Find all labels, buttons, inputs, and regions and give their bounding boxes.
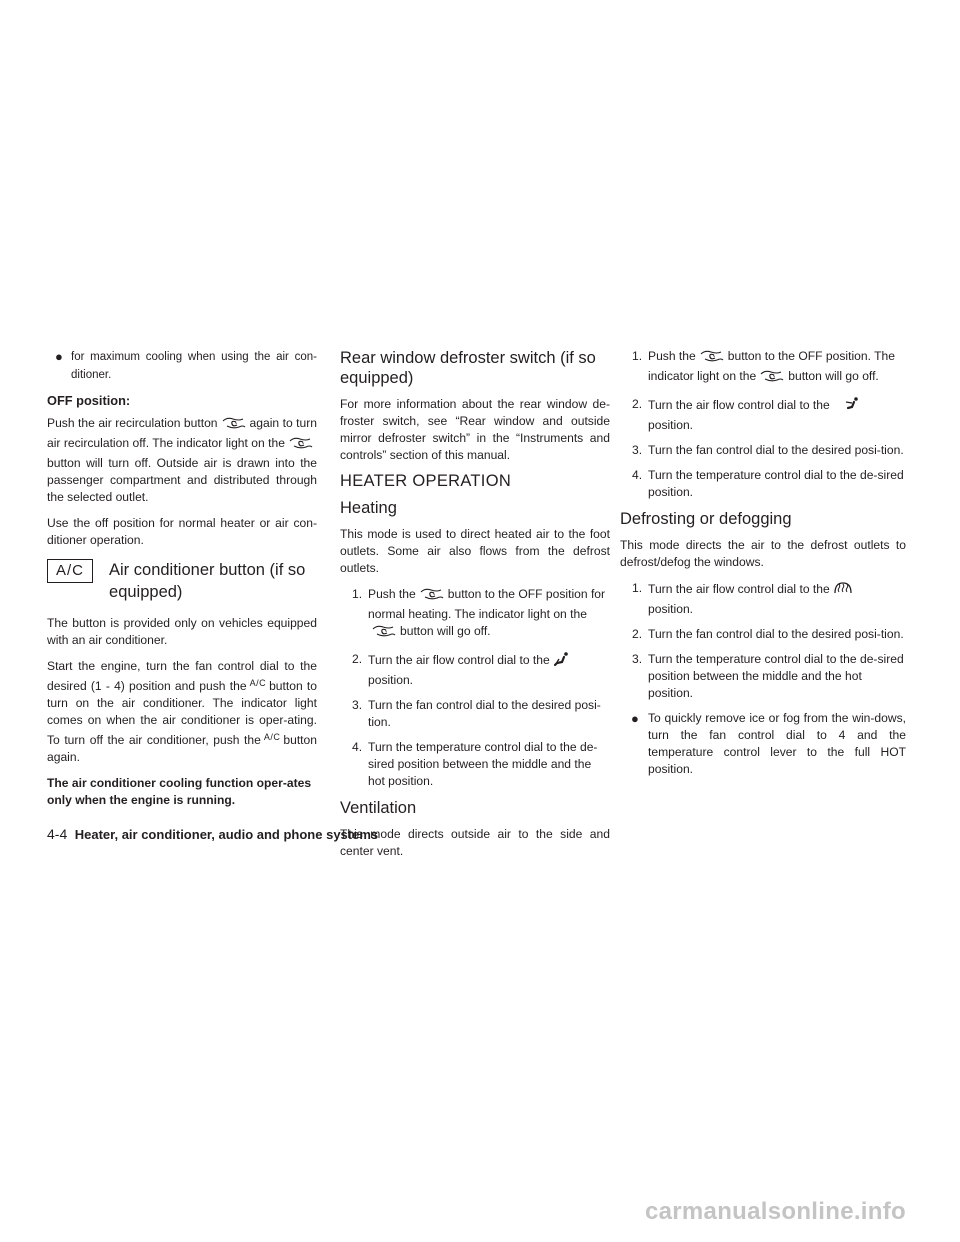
heating-step-3	[340, 697, 610, 731]
step-text: Turn the fan control dial to the desired posi-tion.	[648, 627, 904, 641]
step-number: 2.	[632, 397, 643, 411]
ac-text-c: button again.	[47, 733, 317, 764]
chapter-title: Heater, air conditioner, audio and phone systems	[74, 827, 379, 842]
ac-text-b: button to turn on the air conditioner. The indicator light comes on when the air conditioner is oper-ating. To turn off the air conditioner, push the	[47, 679, 317, 747]
bullet-item	[620, 710, 906, 778]
off-paragraph	[47, 415, 317, 506]
off-text-c: button will turn off. Outside air is drawn into the passenger compartment and distributed through the selected outlet.	[47, 456, 317, 504]
step-number: 3.	[352, 698, 363, 712]
column-1	[47, 348, 317, 818]
step-text: position.	[368, 673, 414, 687]
heating-step-4	[340, 739, 610, 790]
step-text: button will go off.	[400, 624, 491, 638]
ac-paragraph-2	[47, 658, 317, 766]
recirculation-icon	[759, 369, 785, 388]
step-number: 2.	[352, 652, 363, 666]
heater-operation-heading: HEATER OPERATION	[340, 472, 512, 490]
recirculation-icon	[699, 349, 725, 368]
defrosting-paragraph: This mode directs the air to the defrost outlets to defrost/defog the windows.	[620, 538, 906, 569]
step-text: Turn the air flow control dial to the	[648, 398, 830, 412]
step-number: 1.	[632, 581, 643, 595]
rear-defroster-heading: Rear window defroster switch (if so equipped)	[340, 349, 596, 387]
step-text: Push the	[648, 349, 696, 363]
ventilation-step-2	[620, 396, 906, 434]
ac-icon: A/C	[47, 559, 93, 583]
defrost-mode-icon	[833, 580, 853, 601]
off-text-b: again to turn air recirculation off. The indicator light on the	[47, 416, 317, 450]
rear-defroster-paragraph: For more information about the rear window de-froster switch, see “Rear window and outside mirror defroster switch” in the “Instruments and controls” section of this manual.	[340, 397, 610, 462]
step-number: 3.	[632, 652, 643, 666]
column-3	[620, 348, 906, 786]
step-number: 4.	[632, 468, 643, 482]
step-text: button to the OFF position. The indicator light on the	[648, 349, 895, 383]
page-footer	[47, 826, 378, 842]
step-text: Turn the temperature control dial to the de-sired position between the middle and the hot position.	[368, 740, 598, 788]
recirculation-icon	[288, 436, 314, 455]
bullet-text: for maximum cooling when using the air con-ditioner.	[71, 351, 317, 381]
ac-icon: A/C	[249, 678, 267, 688]
column-2	[340, 348, 610, 869]
heating-heading: Heating	[340, 499, 397, 517]
off-text-a: Push the air recirculation button	[47, 416, 218, 430]
step-number: 1.	[632, 349, 643, 363]
ac-text-a: Start the engine, turn the fan control dial to the desired (1 - 4) position and push the	[47, 659, 317, 693]
bullet-dot: ●	[55, 349, 63, 364]
step-text: Turn the air flow control dial to the	[648, 582, 830, 596]
ventilation-paragraph: This mode directs outside air to the side and center vent.	[340, 827, 610, 858]
ac-icon: A/C	[263, 732, 281, 742]
ventilation-step-4	[620, 467, 906, 501]
ac-heading-text: Air conditioner button (if so equipped)	[109, 561, 306, 601]
step-text: button will go off.	[788, 369, 879, 383]
step-number: 4.	[352, 740, 363, 754]
bullet-dot: ●	[631, 711, 639, 726]
off-position-heading: OFF position:	[47, 393, 131, 408]
bullet-text: To quickly remove ice or fog from the win-dows, turn the fan control dial to 4 and the temperature control lever to the full HOT position.	[648, 711, 906, 776]
step-text: button to the OFF position for normal heating. The indicator light on the	[368, 587, 606, 621]
recirculation-icon	[371, 624, 397, 643]
step-text: position.	[648, 602, 694, 616]
defrost-step-3	[620, 651, 906, 702]
recirculation-icon	[419, 587, 445, 606]
ac-note: The air conditioner cooling function oper-ates only when the engine is running.	[47, 776, 312, 807]
step-number: 3.	[632, 443, 643, 457]
step-number: 1.	[352, 587, 363, 601]
step-text: Push the	[368, 587, 416, 601]
heating-step-2	[340, 651, 610, 689]
foot-mode-icon	[553, 651, 571, 672]
ventilation-step-3	[620, 442, 906, 459]
step-text: Turn the air flow control dial to the	[368, 653, 550, 667]
page-number: 4-4	[47, 826, 68, 842]
defrost-step-2	[620, 626, 906, 643]
heating-step-1	[340, 586, 610, 643]
ac-section-heading	[47, 559, 317, 603]
off-paragraph-2: Use the off position for normal heater or air con-ditioner operation.	[47, 516, 317, 547]
ac-paragraph-1: The button is provided only on vehicles equipped with an air conditioner.	[47, 616, 317, 647]
defrost-step-1	[620, 580, 906, 618]
ventilation-step-1	[620, 348, 906, 388]
watermark: carmanualsonline.info	[644, 1198, 906, 1225]
defrosting-heading: Defrosting or defogging	[620, 510, 792, 528]
step-text: Turn the temperature control dial to the de-sired position.	[648, 468, 904, 499]
recirculation-icon	[221, 416, 247, 435]
bullet-item	[47, 348, 317, 384]
vent-mode-icon	[844, 396, 862, 417]
step-number: 2.	[632, 627, 643, 641]
step-text: Turn the fan control dial to the desired posi-tion.	[368, 698, 601, 729]
step-text: Turn the temperature control dial to the de-sired position between the middle and the hot position.	[648, 652, 904, 700]
step-text: position.	[648, 418, 694, 432]
step-text: Turn the fan control dial to the desired posi-tion.	[648, 443, 904, 457]
heating-paragraph: This mode is used to direct heated air to the foot outlets. Some air also flows from the defrost outlets.	[340, 527, 610, 575]
ventilation-heading: Ventilation	[340, 799, 417, 817]
